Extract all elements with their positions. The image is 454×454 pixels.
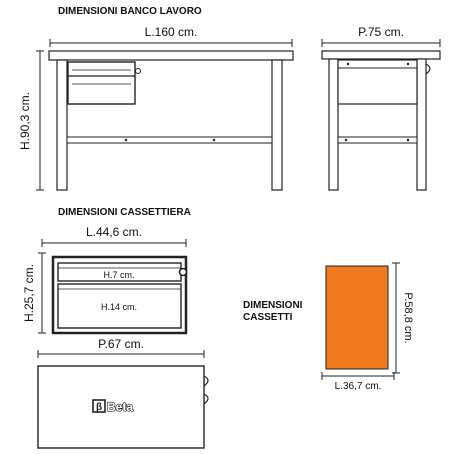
- bench-leg-left: [57, 60, 67, 190]
- cabinet-depth-label: P.67 cm.: [98, 337, 144, 351]
- drawer-heading-line2: CASSETTI: [243, 312, 293, 323]
- cabinet-lock-icon: [180, 269, 187, 276]
- svg-text:β: β: [96, 402, 103, 413]
- cabinet-top-view: [38, 337, 208, 448]
- drawer-diagram: [322, 263, 414, 392]
- bench-side-top: [322, 51, 440, 59]
- bench-drawer-unit: [68, 62, 135, 104]
- drawer-heading-line1: DIMENSIONI: [243, 300, 303, 311]
- bench-side-leg-back: [417, 59, 426, 190]
- bench-length-label: L.160 cm.: [144, 25, 198, 39]
- bench-side-view: [322, 25, 440, 190]
- drawer-top-view: [326, 266, 388, 369]
- drawer-depth-label: P.58,8 cm.: [402, 292, 414, 344]
- bench-cross-rail: [67, 137, 272, 143]
- drawer-large-label: H.14 cm.: [100, 302, 138, 312]
- cabinet-heading: DIMENSIONI CASSETTIERA: [58, 207, 191, 218]
- beta-logo-text: Beta: [107, 400, 134, 414]
- bench-top: [49, 51, 293, 60]
- bench-leg-right: [272, 60, 282, 190]
- bench-side-handle: [426, 64, 430, 74]
- cabinet-front-view: [22, 225, 187, 333]
- bench-depth-label: P.75 cm.: [358, 25, 404, 39]
- cabinet-length-label: L.44,6 cm.: [85, 225, 143, 239]
- beta-logo: [93, 400, 133, 414]
- bench-lock-icon: [136, 69, 141, 74]
- bench-height-label: H.90,3 cm.: [18, 91, 32, 151]
- bench-side-leg-front: [329, 59, 338, 190]
- bench-heading: DIMENSIONI BANCO LAVORO: [58, 6, 202, 17]
- drawer-small-label: H.7 cm.: [103, 270, 135, 280]
- bench-front-view: [18, 25, 293, 190]
- cabinet-height-label: H.25,7 cm.: [22, 263, 36, 323]
- bench-side-drawer: [338, 60, 417, 104]
- drawer-width-label: L.36,7 cm.: [334, 381, 382, 392]
